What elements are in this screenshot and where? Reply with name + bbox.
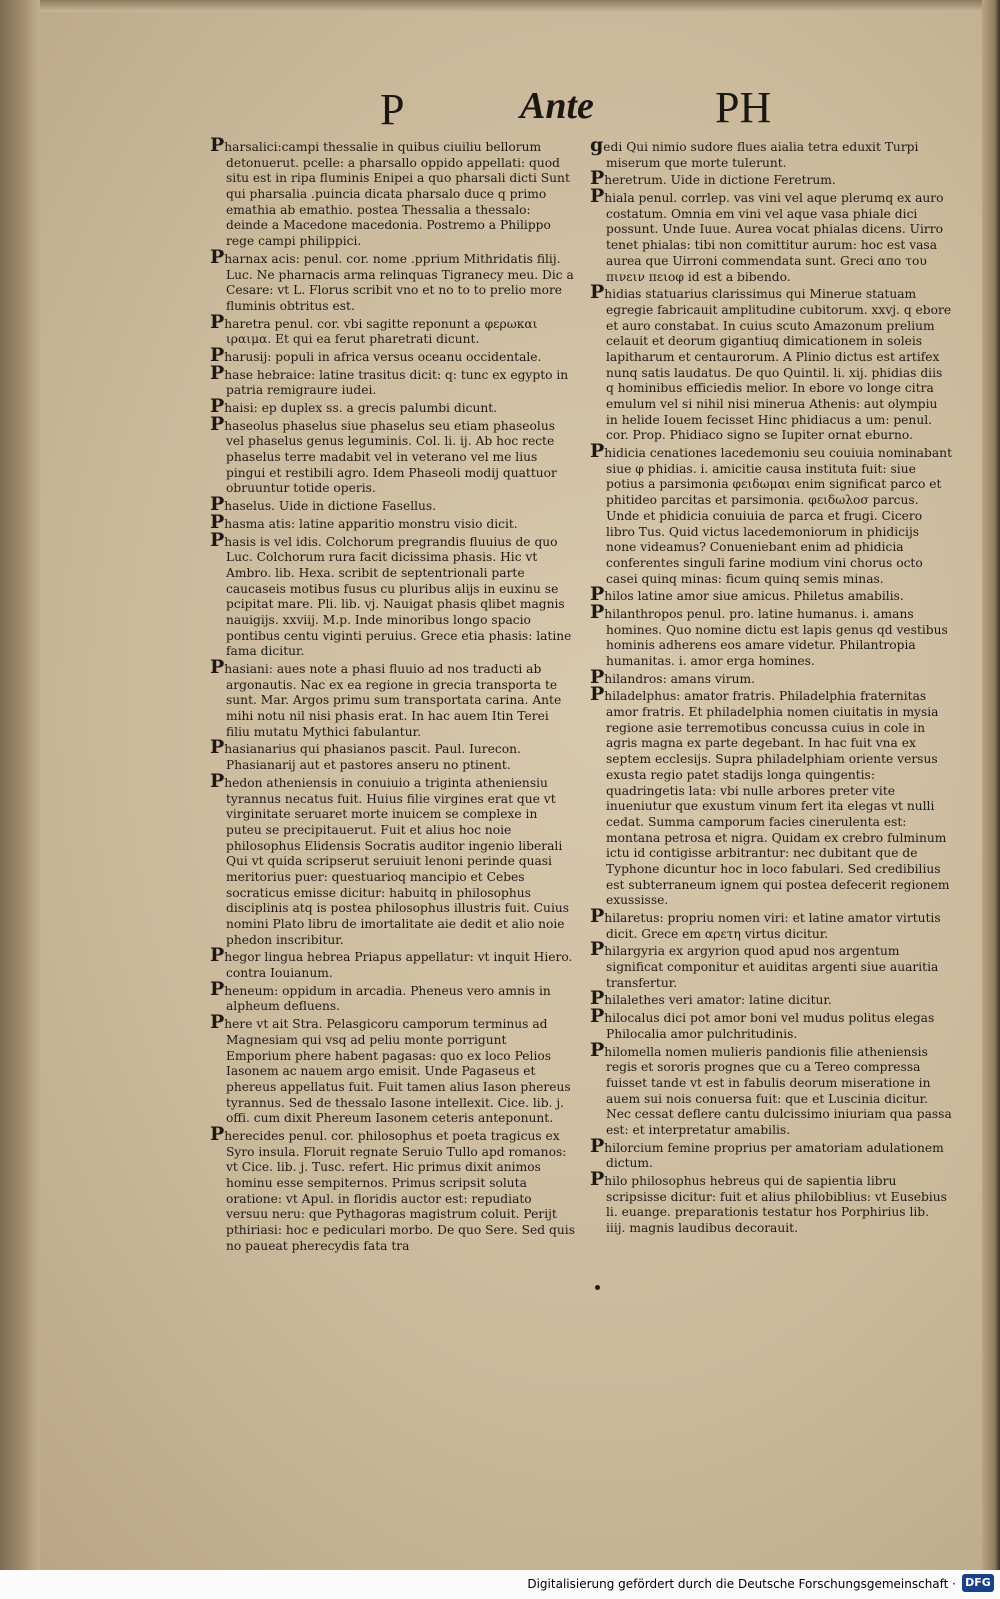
dictionary-entry: Phiala penul. corrlep. vas vini vel aque plerumq ex auro costatum. Omnia em vini vel aque vasa phiale dici possunt. Unde Iuue. Aurea vocat phialas dicens. Uirro tenet phialas: tibi non comittitur aurum: hoc est vasa aurea que Uirroni commendata sunt. Greci απο του πινειν πειοφ id est a bibendo. [590, 185, 944, 284]
dictionary-entry: Philocalus dici pot amor boni vel mudus politus elegas Philocalia amor pulchritudinis. [590, 1005, 935, 1041]
right-text-column [590, 134, 952, 1237]
footer-bar [0, 1570, 1000, 1599]
dictionary-entry: Philadelphus: amator fratris. Philadelphia fraternitas amor fratris. Et philadelphia nomen ciuitatis in mysia regione asie terremotibus concussa cuius in cole in agris magna ex parte degebant. In hac fuit vna ex septem ecclesijs. Supra philadelphiam oriente versus exusta regio patet stadijs longa quingentis: quadringetis lata: vbi nulle arbores preter vite inueniutur que exustum vinum fert ita elegas vt nulli cedat. Summa camporum facies cinerulenta est: montana petrosa et nigra. Quidam ex crebro fulminum ictu id contigisse arbitrantur: nec dubitant que de Typhone dicuntur hoc in loco fabulari. Sed credibilius est subterraneum ignem qui postea defecerit regionem exussisse. [590, 683, 950, 908]
dfg-logo-text: DFG [965, 1576, 991, 1589]
dictionary-entry: Pharetra penul. cor. vbi sagitte reponunt a φερωκαι ιραιμα. Et qui ea ferut pharetrati dicunt. [210, 310, 538, 347]
funding-notice: Digitalisierung gefördert durch die Deutsche Forschungsgemeinschaft · [527, 1577, 956, 1591]
dictionary-entry: Phedon atheniensis in conuiuio a triginta atheniensiu tyrannus necatus fuit. Huius filie virgines erat que vt virginitate seruaret morte inuicem se complexe in puteu se precipitauerut. Fuit et alius hoc noie philosophus Elidensis Socratis auditor ingenio liberali Qui vt quida scripserut seruiuit lenoni perinde quasi meritorius puer: questuarioq mancipio et Cebes socraticus emisse dicitur: habuitq in philosophus disciplinis atq is postea philosophus illustris fuit. Cuius nomini Plato libru de imortalitate aie dedit et alio noie phedon inscribitur. [210, 769, 570, 947]
left-text-column [210, 134, 575, 1254]
running-header [360, 78, 780, 138]
page-right-edge [982, 0, 1000, 1570]
dictionary-entry: Philalethes veri amator: latine dicitur. [590, 987, 832, 1010]
dictionary-entry: Phasiani: aues note a phasi fluuio ad nos traducti ab argonautis. Nac ex ea regione in grecia transporta te sunt. Mar. Argos primu sum transportata carina. Ante mihi notu nil nisi phasis erat. In hac auem Itin Terei filiu mutatu Mythici fabulantur. [210, 656, 562, 739]
page-gutter [0, 0, 40, 1570]
dictionary-entry: Phidicia cenationes lacedemoniu seu couiuia nominabant siue φ phidias. i. amicitie causa instituta fuit: siue potius a parsimonia φειδωμαι enim significat parco et phitideo parcitas et parsimonia. φειδωλοσ parcus. Unde et phidicia conuiuia de parca et frugi. Cicero libro Tus. Quid victus lacedemoniorum in phidicijs none videamus? Conueniebant enim ad phidicia conferentes singuli farine modium vini chorus octo casei quinq minas: ficum quinq semis minas. [590, 440, 952, 586]
dictionary-entry: Philargyria ex argyrion quod apud nos argentum significat componitur et auiditas argenti siue auaritia transfertur. [590, 938, 939, 990]
dictionary-entry: Pharusij: populi in africa versus oceanu occidentale. [210, 343, 542, 366]
printer-mark [595, 1285, 600, 1290]
dictionary-entry: Phasis is vel idis. Colchorum pregrandis fluuius de quo Luc. Colchorum rura facit dicissima phasis. Hic vt Ambro. lib. Hexa. scribit de septentrionali parte caucaseis motibus fusus cu pluribus alijs in euxinu se pcipitat mare. Pli. lib. vj. Nauigat phasis qlibet magnis nauigijs. xxviij. M.p. Inde minoribus longo spacio pontibus centu viginti peruius. Grece etia phasis: latine fama dicitur. [210, 528, 572, 659]
dictionary-entry: gedi Qui nimio sudore flues aialia tetra eduxit Turpi miserum que morte tulerunt. [590, 134, 919, 170]
dictionary-entry: Philanthropos penul. pro. latine humanus. i. amans homines. Quo nomine dictu est lapis genus qd vestibus hominis adherens eos amare videtur. Philantropia humanitas. i. amor erga homines. [590, 600, 948, 668]
header-left-letter: P [380, 85, 405, 134]
dictionary-entry: Philaretus: propriu nomen viri: et latine amator virtutis dicit. Grece em αρετη virtus dicitur. [590, 905, 941, 941]
dictionary-entry: Pheretrum. Uide in dictione Feretrum. [590, 167, 836, 190]
dictionary-entry: Philorcium femine proprius per amatoriam adulationem dictum. [590, 1134, 944, 1171]
header-title: Ante [520, 85, 594, 127]
dictionary-entry: Pharnax acis: penul. cor. nome .pprium Mithridatis filij. Luc. Ne pharnacis arma relinquas Tigranecy meu. Dic a Cesare: vt L. Florus scribit vno et no to to prelio more fluminis obtritus est. [210, 245, 574, 313]
dictionary-entry: Phaselus. Uide in dictione Fasellus. [210, 493, 437, 516]
dictionary-entry: Pherecides penul. cor. philosophus et poeta tragicus ex Syro insula. Floruit regnate Seruio Tullo apd romanos: vt Cice. lib. j. Tusc. refert. Hic primus dixit animos hominu esse sempiternos. Primus scripsit soluta oratione: vt Apul. in floridis auctor est: repudiato versuu neru: que Pythagoras magistrum coluit. Perijt pthiriasi: hoc e pediculari morbo. De quo Sere. Sed quis no paueat pherecydis fata tra [210, 1122, 575, 1253]
dictionary-entry: Phidias statuarius clarissimus qui Minerue statuam egregie fabricauit amplitudine cubitorum. xxvj. q ebore et auro constabat. In cuius scuto Amazonum prelium celauit et deorum gigantiuq dimicationem in soleis lapitharum et centaurorum. A Plinio dictus est artifex nunq satis laudatus. De quo Quintil. li. xij. phidias diis q hominibus efficiedis melior. In ebore vo longe citra emulum vel si nihil nisi minerua Athenis: aut olympiu in helide Iouem fecisset Hinc phidiacus a um: penul. cor. Prop. Phidiaco signo se Iupiter ornat eburno. [590, 281, 952, 443]
dictionary-entry: Philandros: amans virum. [590, 665, 755, 688]
dictionary-entry: Pharsalici:campi thessalie in quibus ciuiliu bellorum detonuerut. pcelle: a pharsallo oppido appellati: quod situ est in ripa fluminis Enipei a quo pharsali dicti Sunt qui pharsalia .puincia dicata pharsalo duce q primo emathia ab emathio. postea Thessalia a thessalo: deinde a Macedone macedonia. Postremo a Philippo rege campi philippici. [210, 134, 570, 249]
dictionary-entry: Phere vt ait Stra. Pelasgicoru camporum terminus ad Magnesiam qui vsq ad peliu monte porrigunt Emporium phere habent pagasas: quo ex loco Pelios Iasonem ac nauem argo emisit. Unde Pagaseus et phereus appellatus fuit. Fuit tamen alius Iason phereus tyrannus. Sed de thessalo Iasone intellexit. Cice. lib. j. offi. cum dixit Phereum Iasonem ceteris anteponunt. [210, 1011, 571, 1126]
dictionary-entry: Phasma atis: latine apparitio monstru visio dicit. [210, 510, 518, 533]
dictionary-entry: Philos latine amor siue amicus. Philetus amabilis. [590, 583, 904, 606]
dictionary-entry: Phase hebraice: latine trasitus dicit: q: tunc ex egypto in patria remigraure iudei. [210, 361, 569, 398]
header-right-letters: PH [715, 83, 772, 132]
dfg-logo [962, 1574, 994, 1592]
page-top-edge [0, 0, 1000, 12]
dictionary-entry: Phaisi: ep duplex ss. a grecis palumbi dicunt. [210, 395, 498, 417]
dictionary-entry: Philomella nomen mulieris pandionis filie atheniensis regis et sororis prognes que cu a Tereo compressa fuisset tande vt est in fabulis deorum miseratione in auem sui nois conuersa fuit: que et Luscinia dicitur. Nec cessat deflere cantu dulcissimo iniuriam qua passa est: et interpretatur amabilis. [590, 1038, 952, 1137]
dictionary-entry: Phegor lingua hebrea Priapus appellatur: vt inquit Hiero. contra Iouianum. [210, 944, 573, 981]
dictionary-entry: Phaseolus phaselus siue phaselus seu etiam phaseolus vel phaselus genus leguminis. Col. li. ij. Ab hoc recte phaselus terre madabit vel in veterano vel me lius pingui et restibili agro. Idem Phaseoli modij quattuor obruuntur totide operis. [210, 412, 557, 496]
dictionary-entry: Philo philosophus hebreus qui de sapientia libru scripsisse dicitur: fuit et alius philobiblius: vt Eusebius li. euange. preparationis testatur hos Porphirius lib. iiij. magnis laudibus decorauit. [590, 1168, 947, 1236]
dictionary-entry: Pheneum: oppidum in arcadia. Pheneus vero amnis in alpheum defluens. [210, 977, 551, 1014]
dictionary-entry: Phasianarius qui phasianos pascit. Paul. Iurecon. Phasianarij aut et pastores anseru no ptinent. [210, 736, 521, 773]
